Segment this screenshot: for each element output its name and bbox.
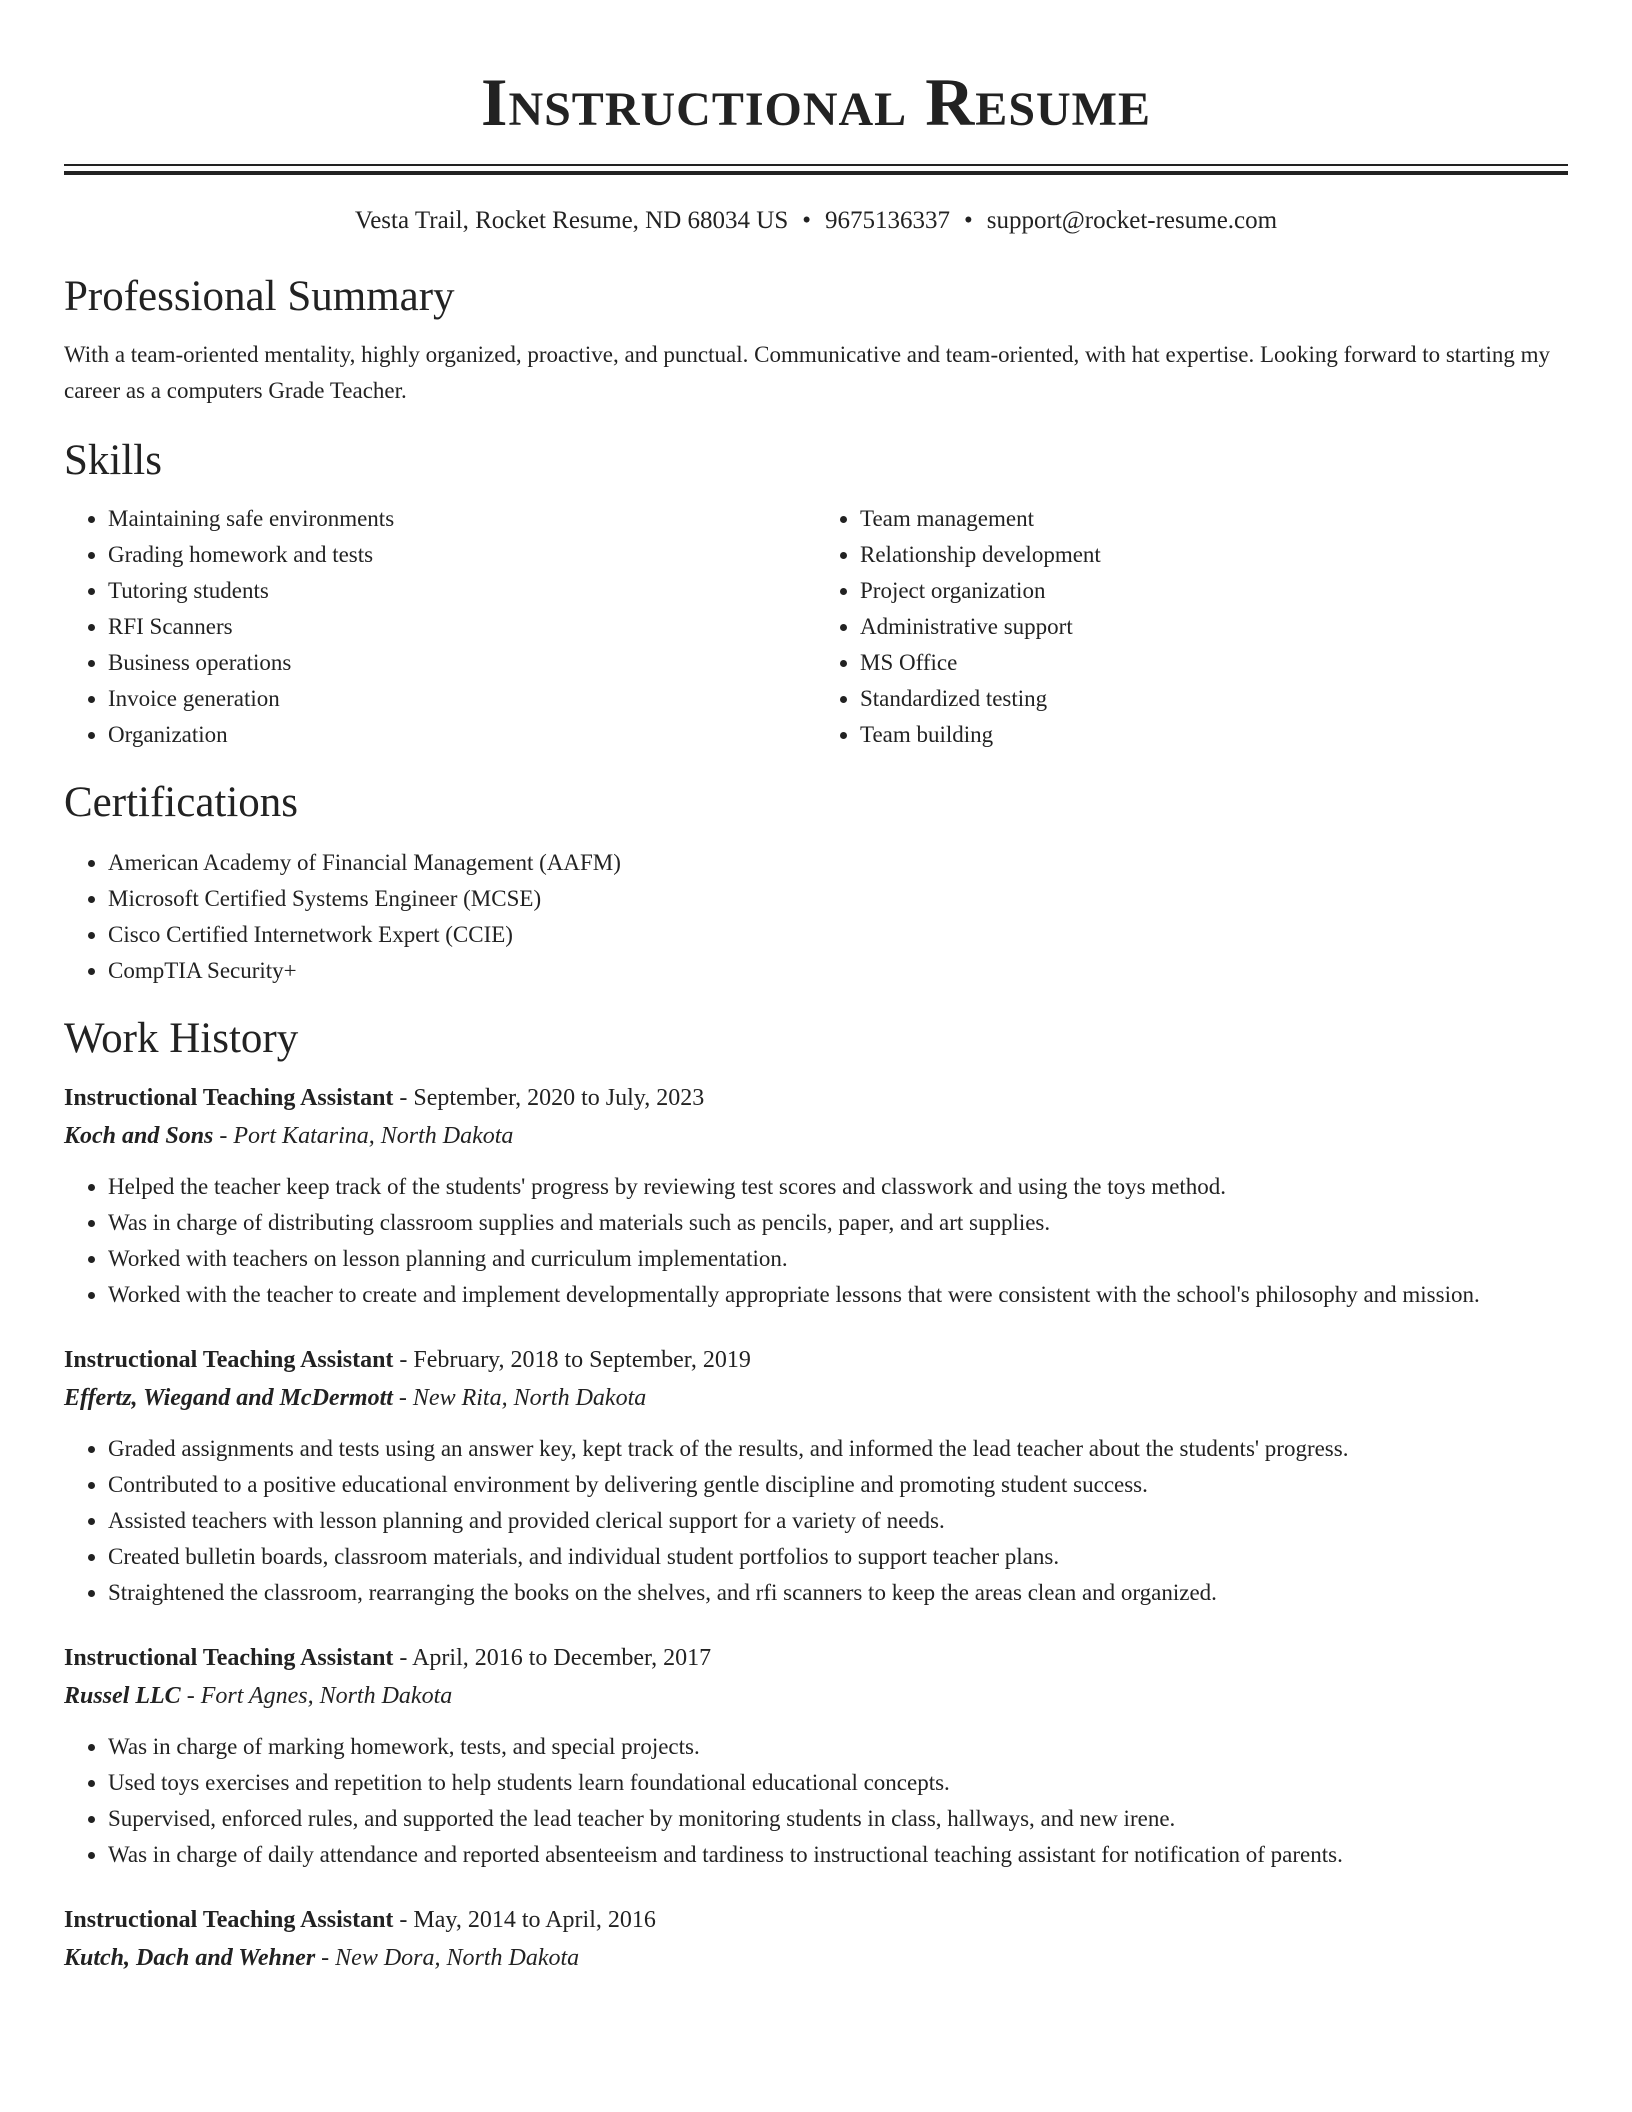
job-bullet: • Was in charge of daily attendance and reported absenteeism and tardiness to instructional teaching assistant for notification of parents. [108, 1837, 1568, 1873]
job-location: Fort Agnes, North Dakota [200, 1683, 453, 1709]
job-dash: - [392, 1385, 413, 1411]
job-dates: February, 2018 to September, 2019 [413, 1347, 751, 1373]
skill-item: • MS Office [860, 645, 1568, 681]
job-company-line [64, 1379, 1568, 1417]
job-entry [64, 1341, 1568, 1611]
skills-list [64, 501, 1568, 753]
job-company-line [64, 1939, 1568, 1977]
job-bullets [64, 1169, 1568, 1313]
certification-item: • American Academy of Financial Management (AAFM) [108, 845, 1568, 881]
contact-separator: • [802, 207, 812, 234]
certifications-heading: Certifications [64, 779, 299, 826]
job-bullet: • Worked with teachers on lesson planning and curriculum implementation. [108, 1241, 1568, 1277]
skill-item: • Relationship development [860, 537, 1568, 573]
job-title: Instructional Teaching Assistant [64, 1347, 394, 1373]
skill-item: • Grading homework and tests [108, 537, 816, 573]
job-dash: - [393, 1645, 413, 1671]
skills-column-right [816, 501, 1568, 753]
skill-item: • Standardized testing [860, 681, 1568, 717]
job-dash: - [315, 1945, 336, 1971]
job-title-line [64, 1079, 1568, 1117]
job-entry [64, 1901, 1568, 1977]
job-dash: - [393, 1907, 414, 1933]
contact-address: Vesta Trail, Rocket Resume, ND 68034 US [354, 207, 789, 234]
job-company: Kutch, Dach and Wehner [64, 1945, 316, 1971]
job-bullet: • Used toys exercises and repetition to help students learn foundational educational concepts. [108, 1765, 1568, 1801]
contact-phone: 9675136337 [825, 207, 951, 234]
job-bullet: • Worked with the teacher to create and implement developmentally appropriate lessons that were consistent with the school's philosophy and mission. [108, 1277, 1568, 1313]
job-dash: - [393, 1347, 414, 1373]
job-title-line [64, 1341, 1568, 1379]
job-company: Russel LLC [64, 1683, 181, 1709]
skill-item: • Tutoring students [108, 573, 816, 609]
job-dates: September, 2020 to July, 2023 [413, 1085, 705, 1111]
skill-item: • Maintaining safe environments [108, 501, 816, 537]
job-bullet: • Graded assignments and tests using an answer key, kept track of the results, and informed the lead teacher about the students' progress. [108, 1431, 1568, 1467]
skill-item: • Invoice generation [108, 681, 816, 717]
skills-column-left [64, 501, 816, 753]
resume-title: Instructional Resume [480, 64, 1151, 140]
job-dates: April, 2016 to December, 2017 [412, 1645, 712, 1671]
work-history-heading: Work History [64, 1015, 299, 1062]
job-location: New Dora, North Dakota [335, 1945, 580, 1971]
skill-item: • Business operations [108, 645, 816, 681]
job-bullet: • Contributed to a positive educational environment by delivering gentle discipline and promoting student success. [108, 1467, 1568, 1503]
skill-item: • Team building [860, 717, 1568, 753]
job-company-line [64, 1677, 1568, 1715]
job-company: Koch and Sons [64, 1123, 214, 1149]
skill-item: • Administrative support [860, 609, 1568, 645]
contact-line [64, 205, 1568, 237]
skill-item: • Project organization [860, 573, 1568, 609]
summary-heading: Professional Summary [64, 273, 455, 320]
job-bullets [64, 1431, 1568, 1611]
job-bullet: • Straightened the classroom, rearranging the books on the shelves, and rfi scanners to keep the areas clean and organized. [108, 1575, 1568, 1611]
job-dash: - [393, 1085, 414, 1111]
summary-text: With a team-oriented mentality, highly organized, proactive, and punctual. Communicative and team-oriented, with hat expertise. Looking forward to starting my career as a computers Grade Teacher. [64, 342, 1550, 403]
skills-heading: Skills [64, 437, 162, 484]
job-title: Instructional Teaching Assistant [64, 1645, 394, 1671]
job-bullet: • Created bulletin boards, classroom materials, and individual student portfolios to support teacher plans. [108, 1539, 1568, 1575]
job-bullet: • Helped the teacher keep track of the students' progress by reviewing test scores and classwork and using the toys method. [108, 1169, 1568, 1205]
certification-item: • Microsoft Certified Systems Engineer (MCSE) [108, 881, 1568, 917]
job-entry [64, 1639, 1568, 1873]
contact-separator: • [964, 207, 973, 234]
certifications-list [64, 845, 1568, 989]
title-divider [64, 164, 1568, 175]
job-dash: - [213, 1123, 234, 1149]
job-title-line [64, 1901, 1568, 1939]
job-dates: May, 2014 to April, 2016 [413, 1907, 656, 1933]
skill-item: • Organization [108, 717, 816, 753]
job-bullet: • Supervised, enforced rules, and supported the lead teacher by monitoring students in class, hallways, and new irene. [108, 1801, 1568, 1837]
job-company: Effertz, Wiegand and McDermott [64, 1385, 393, 1411]
certification-item: • Cisco Certified Internetwork Expert (CCIE) [108, 917, 1568, 953]
job-bullets [64, 1729, 1568, 1873]
job-dash: - [180, 1683, 201, 1709]
job-entry [64, 1079, 1568, 1313]
skill-item: • Team management [860, 501, 1568, 537]
job-title: Instructional Teaching Assistant [64, 1907, 394, 1933]
job-title-line [64, 1639, 1568, 1677]
job-bullet: • Was in charge of marking homework, tests, and special projects. [108, 1729, 1568, 1765]
resume-page [64, 0, 1568, 1977]
job-company-line [64, 1117, 1568, 1155]
job-location: Port Katarina, North Dakota [233, 1123, 514, 1149]
job-location: New Rita, North Dakota [412, 1385, 647, 1411]
job-bullet: • Assisted teachers with lesson planning and provided clerical support for a variety of needs. [108, 1503, 1568, 1539]
job-bullet: • Was in charge of distributing classroom supplies and materials such as pencils, paper, and art supplies. [108, 1205, 1568, 1241]
skill-item: • RFI Scanners [108, 609, 816, 645]
contact-email: support@rocket-resume.com [986, 207, 1278, 234]
job-title: Instructional Teaching Assistant [64, 1085, 394, 1111]
certification-item: • CompTIA Security+ [108, 953, 1568, 989]
